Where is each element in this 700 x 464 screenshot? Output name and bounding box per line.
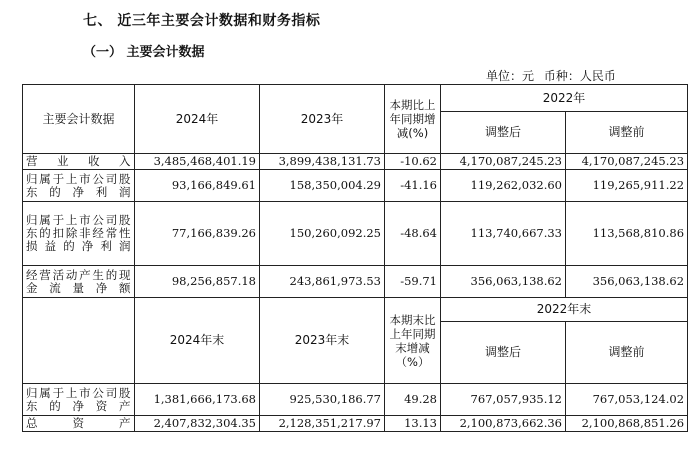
cell-2024: 93,166,849.61 xyxy=(135,170,260,202)
table-row xyxy=(23,202,688,266)
header-item: 主要会计数据 xyxy=(23,85,135,154)
table-row xyxy=(23,266,688,298)
header-adjusted: 调整后 xyxy=(441,322,566,384)
cell-before: 2,100,868,851.26 xyxy=(566,416,688,432)
header-2023: 2023年 xyxy=(260,85,385,154)
cell-2023: 2,128,351,217.97 xyxy=(260,416,385,432)
cell-adjusted: 119,262,032.60 xyxy=(441,170,566,202)
cell-change: -10.62 xyxy=(385,154,441,170)
row-label: 归属于上市公司股东的净资产 xyxy=(23,384,135,416)
header-2022: 2022年 xyxy=(441,85,688,112)
table-header-row xyxy=(23,85,688,112)
cell-change: -48.64 xyxy=(385,202,441,266)
cell-adjusted: 113,740,667.33 xyxy=(441,202,566,266)
row-label: 归属于上市公司股东的净利润 xyxy=(23,170,135,202)
header-2024: 2024年 xyxy=(135,85,260,154)
table-row xyxy=(23,170,688,202)
accounting-data-table xyxy=(22,84,688,432)
header-before: 调整前 xyxy=(566,322,688,384)
unit-currency-note: 单位：元 币种：人民币 xyxy=(486,69,616,83)
cell-before: 113,568,810.86 xyxy=(566,202,688,266)
cell-adjusted: 767,057,935.12 xyxy=(441,384,566,416)
header-before: 调整前 xyxy=(566,112,688,154)
header-empty-cell xyxy=(23,298,135,384)
row-label: 归属于上市公司股东的扣除非经常性损益的净利润 xyxy=(23,202,135,266)
table-row xyxy=(23,154,688,170)
cell-change: -41.16 xyxy=(385,170,441,202)
cell-before: 356,063,138.62 xyxy=(566,266,688,298)
cell-2023: 3,899,438,131.73 xyxy=(260,154,385,170)
header-change-end: 本期末比上年同期末增减（%） xyxy=(385,298,441,384)
table-row xyxy=(23,416,688,432)
cell-before: 119,265,911.22 xyxy=(566,170,688,202)
row-label: 总资产 xyxy=(23,416,135,432)
cell-before: 4,170,087,245.23 xyxy=(566,154,688,170)
cell-before: 767,053,124.02 xyxy=(566,384,688,416)
cell-2024: 2,407,832,304.35 xyxy=(135,416,260,432)
cell-change: 13.13 xyxy=(385,416,441,432)
row-label: 营业收入 xyxy=(23,154,135,170)
cell-change: -59.71 xyxy=(385,266,441,298)
cell-2023: 925,530,186.77 xyxy=(260,384,385,416)
header-adjusted: 调整后 xyxy=(441,112,566,154)
section-heading: 七、 近三年主要会计数据和财务指标 xyxy=(83,13,321,29)
cell-adjusted: 2,100,873,662.36 xyxy=(441,416,566,432)
cell-2024: 1,381,666,173.68 xyxy=(135,384,260,416)
header-2024-end: 2024年末 xyxy=(135,298,260,384)
cell-adjusted: 356,063,138.62 xyxy=(441,266,566,298)
cell-adjusted: 4,170,087,245.23 xyxy=(441,154,566,170)
table-row xyxy=(23,384,688,416)
header-change: 本期比上年同期增减(%) xyxy=(385,85,441,154)
header-2022-end: 2022年末 xyxy=(441,298,688,322)
header-2023-end: 2023年末 xyxy=(260,298,385,384)
cell-change: 49.28 xyxy=(385,384,441,416)
row-label: 经营活动产生的现金流量净额 xyxy=(23,266,135,298)
cell-2023: 243,861,973.53 xyxy=(260,266,385,298)
cell-2023: 150,260,092.25 xyxy=(260,202,385,266)
cell-2024: 98,256,857.18 xyxy=(135,266,260,298)
cell-2024: 77,166,839.26 xyxy=(135,202,260,266)
cell-2023: 158,350,004.29 xyxy=(260,170,385,202)
cell-2024: 3,485,468,401.19 xyxy=(135,154,260,170)
table-header-row xyxy=(23,298,688,322)
subsection-heading: （一） 主要会计数据 xyxy=(83,45,205,60)
